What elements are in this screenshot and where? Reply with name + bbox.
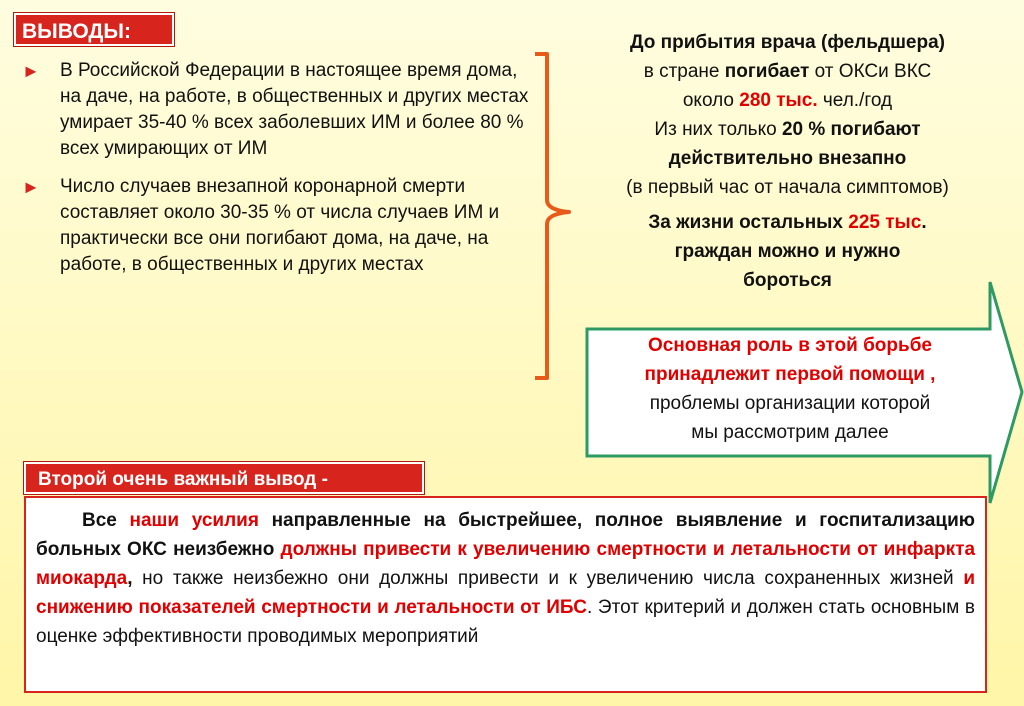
statistics-block (560, 28, 1015, 295)
stat-line: граждан можно и нужно (674, 241, 901, 262)
stat-line: действительно внезапно (668, 148, 907, 169)
stat-line: За жизни остальных 225 тыс. (648, 212, 927, 233)
list-item (22, 58, 532, 162)
list-item (22, 174, 532, 278)
arrow-bullet-icon: ► (22, 177, 40, 197)
stat-line: бороться (743, 270, 832, 291)
stat-heading: До прибытия врача (фельдшера) (630, 32, 945, 53)
stat-line: около 280 тыс. чел./год (682, 90, 893, 111)
stat-line: Из них только 20 % погибают (654, 119, 921, 140)
findings-list (22, 58, 532, 290)
finding-text: Число случаев внезапной коронарной смерти составляет около 30-35 % от числа случаев ИМ и практически все они погибают дома, на даче, на работе, в общественных и других местах (60, 176, 500, 275)
stat-line: в стране погибает от ОКСи ВКС (643, 61, 932, 82)
second-conclusion-title: Второй очень важный вывод - (24, 462, 424, 494)
stat-line: (в первый час от начала симптомов) (626, 177, 949, 198)
arrow-callout-text: Основная роль в этой борьбе принадлежит первой помощи , проблемы организации которой мы рассмотрим далее (644, 335, 936, 443)
finding-text: В Российской Федерации в настоящее время дома, на даче, на работе, в общественных и других местах умирает 35-40 % всех заболевших ИМ и более 80 % всех умирающих от ИМ (60, 60, 529, 159)
section-title: ВЫВОДЫ: (14, 13, 174, 46)
arrow-bullet-icon: ► (22, 61, 40, 81)
conclusion-text-box: Все наши усилия направленные на быстрейшее, полное выявление и госпитализацию больных ОКС неизбежно должны привести к увеличению смертности и летальности от инфаркта миокарда, но также неизбежно они должны привести и к увеличению числа сохраненных жизней и снижению показателей смертности и летальности от ИБС. Этот критерий и должен стать основным в оценке эффективности проводимых мероприятий (24, 496, 987, 693)
